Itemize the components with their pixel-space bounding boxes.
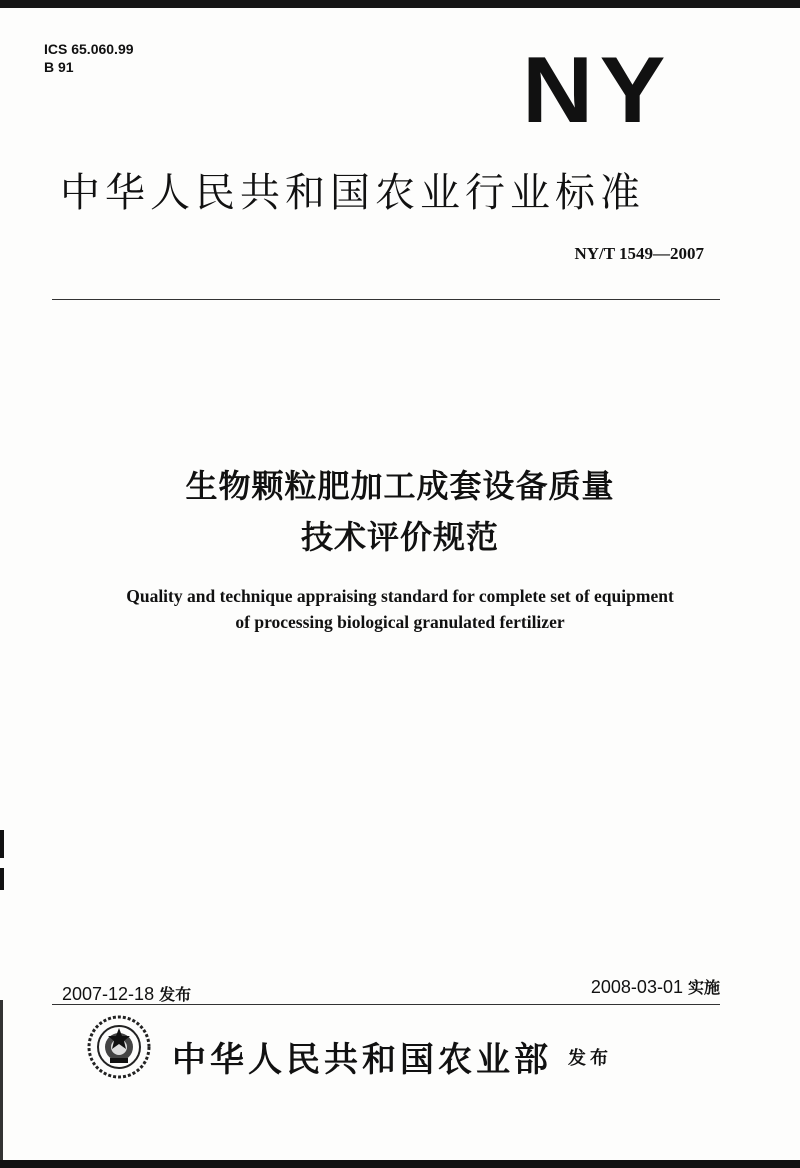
- issuing-authority: 中华人民共和国农业部: [172, 1040, 552, 1080]
- publish-date: [62, 982, 191, 1005]
- standard-number: NY/T 1549—2007: [574, 244, 704, 263]
- standard-category-title: 中华人民共和国农业行业标准: [60, 170, 645, 216]
- ny-logo: NY: [522, 37, 672, 142]
- effective-date-label: 实施: [687, 978, 720, 997]
- scan-border-bottom: [0, 1160, 800, 1168]
- english-title-line1: Quality and technique appraising standard for complete set of equipment: [126, 586, 674, 606]
- scan-border-left: [0, 1000, 3, 1160]
- header-divider: [52, 299, 720, 300]
- chinese-title-line1: 生物颗粒肥加工成套设备质量: [185, 467, 615, 505]
- chinese-title-line2: 技术评价规范: [300, 518, 499, 556]
- scan-mark: [0, 868, 4, 890]
- effective-date: [540, 975, 720, 998]
- classification-codes: [44, 40, 134, 76]
- scan-mark: [0, 830, 4, 858]
- english-title-line2: of processing biological granulated fertilizer: [235, 612, 565, 632]
- publish-date-value: 2007-12-18: [62, 984, 155, 1004]
- publish-date-label: 发布: [159, 985, 192, 1004]
- ministry-seal-icon: [86, 1014, 152, 1080]
- footer-divider: [52, 1004, 720, 1005]
- scan-border-top: [0, 0, 800, 8]
- ccs-code: B 91: [44, 59, 74, 75]
- issuing-label: 发布: [568, 1048, 612, 1069]
- effective-date-value: 2008-03-01: [590, 977, 683, 997]
- ics-code: ICS 65.060.99: [44, 41, 134, 57]
